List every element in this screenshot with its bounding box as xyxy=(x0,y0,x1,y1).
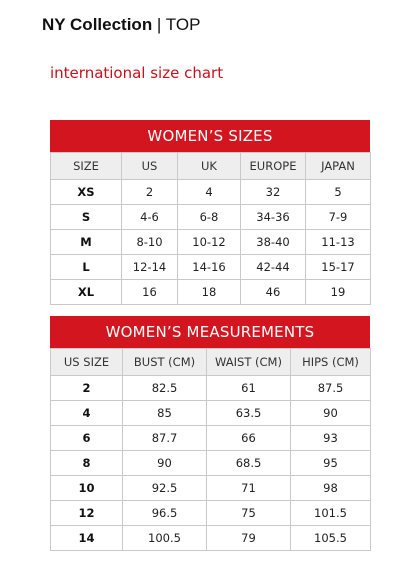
us-size-label: 6 xyxy=(51,426,123,451)
table-cell: 61 xyxy=(207,376,291,401)
table-cell: 19 xyxy=(306,280,371,305)
table-row xyxy=(51,526,371,551)
table-cell: 95 xyxy=(291,451,371,476)
womens-measurements-title: WOMEN’S MEASUREMENTS xyxy=(50,316,370,348)
womens-measurements-table xyxy=(50,348,371,551)
table-row xyxy=(51,230,371,255)
column-header: HIPS (CM) xyxy=(291,349,371,376)
womens-sizes-section xyxy=(50,120,370,305)
table-cell: 46 xyxy=(241,280,306,305)
us-size-label: 14 xyxy=(51,526,123,551)
size-label: XS xyxy=(51,180,122,205)
table-cell: 42-44 xyxy=(241,255,306,280)
column-header: JAPAN xyxy=(306,153,371,180)
table-cell: 92.5 xyxy=(123,476,207,501)
table-cell: 66 xyxy=(207,426,291,451)
table-header-row xyxy=(51,349,371,376)
page-heading xyxy=(42,15,200,35)
table-cell: 15-17 xyxy=(306,255,371,280)
table-cell: 2 xyxy=(122,180,178,205)
table-header-row xyxy=(51,153,371,180)
table-cell: 90 xyxy=(123,451,207,476)
us-size-label: 10 xyxy=(51,476,123,501)
table-cell: 90 xyxy=(291,401,371,426)
table-cell: 8-10 xyxy=(122,230,178,255)
table-cell: 4 xyxy=(178,180,241,205)
table-cell: 11-13 xyxy=(306,230,371,255)
table-row xyxy=(51,451,371,476)
heading-separator: | xyxy=(152,15,166,34)
table-cell: 5 xyxy=(306,180,371,205)
table-cell: 75 xyxy=(207,501,291,526)
table-cell: 100.5 xyxy=(123,526,207,551)
table-row xyxy=(51,501,371,526)
table-cell: 12-14 xyxy=(122,255,178,280)
womens-sizes-title: WOMEN’S SIZES xyxy=(50,120,370,152)
chart-subtitle: international size chart xyxy=(50,64,224,82)
table-row xyxy=(51,376,371,401)
column-header: BUST (CM) xyxy=(123,349,207,376)
column-header: WAIST (CM) xyxy=(207,349,291,376)
size-label: M xyxy=(51,230,122,255)
table-cell: 32 xyxy=(241,180,306,205)
table-cell: 16 xyxy=(122,280,178,305)
product-category: TOP xyxy=(165,15,201,34)
table-cell: 85 xyxy=(123,401,207,426)
us-size-label: 2 xyxy=(51,376,123,401)
table-cell: 7-9 xyxy=(306,205,371,230)
table-cell: 63.5 xyxy=(207,401,291,426)
column-header: SIZE xyxy=(51,153,122,180)
table-cell: 79 xyxy=(207,526,291,551)
table-cell: 38-40 xyxy=(241,230,306,255)
us-size-label: 4 xyxy=(51,401,123,426)
table-row xyxy=(51,426,371,451)
table-cell: 4-6 xyxy=(122,205,178,230)
table-cell: 14-16 xyxy=(178,255,241,280)
table-cell: 87.5 xyxy=(291,376,371,401)
table-cell: 18 xyxy=(178,280,241,305)
us-size-label: 12 xyxy=(51,501,123,526)
table-row xyxy=(51,180,371,205)
table-row xyxy=(51,255,371,280)
size-label: L xyxy=(51,255,122,280)
womens-measurements-section xyxy=(50,316,370,551)
table-row xyxy=(51,476,371,501)
table-cell: 96.5 xyxy=(123,501,207,526)
table-cell: 98 xyxy=(291,476,371,501)
table-row xyxy=(51,280,371,305)
table-cell: 105.5 xyxy=(291,526,371,551)
table-row xyxy=(51,401,371,426)
size-label: S xyxy=(51,205,122,230)
table-cell: 101.5 xyxy=(291,501,371,526)
column-header: EUROPE xyxy=(241,153,306,180)
column-header: US SIZE xyxy=(51,349,123,376)
table-cell: 34-36 xyxy=(241,205,306,230)
table-cell: 71 xyxy=(207,476,291,501)
table-cell: 10-12 xyxy=(178,230,241,255)
womens-sizes-table xyxy=(50,152,371,305)
size-label: XL xyxy=(51,280,122,305)
table-cell: 6-8 xyxy=(178,205,241,230)
brand-name: NY Collection xyxy=(42,15,153,34)
us-size-label: 8 xyxy=(51,451,123,476)
table-cell: 68.5 xyxy=(207,451,291,476)
column-header: UK xyxy=(178,153,241,180)
table-cell: 82.5 xyxy=(123,376,207,401)
table-row xyxy=(51,205,371,230)
table-cell: 93 xyxy=(291,426,371,451)
table-cell: 87.7 xyxy=(123,426,207,451)
column-header: US xyxy=(122,153,178,180)
